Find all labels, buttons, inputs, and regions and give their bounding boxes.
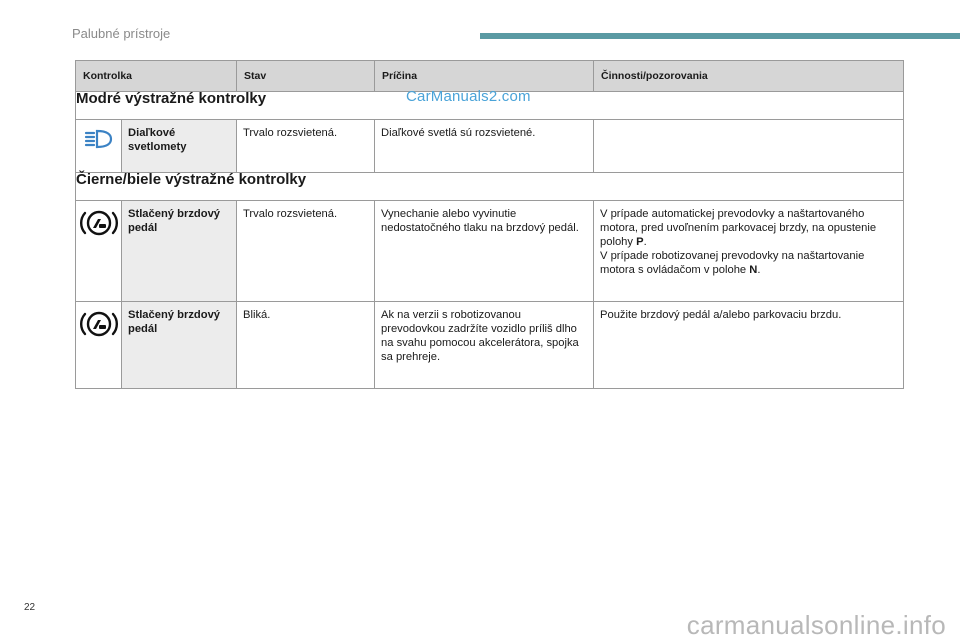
action-text: V prípade automatickej prevodovky a naštartovaného motora, pred uvoľnením parkovacej brzdy, na opustenie polohy — [600, 208, 877, 248]
column-header-cinnosti: Činnosti/pozorovania — [594, 61, 904, 92]
light-action — [594, 120, 904, 173]
section-title: Čierne/biele výstražné kontrolky — [76, 173, 904, 201]
light-name: Diaľkové svetlomety — [122, 120, 237, 173]
action-text: V prípade robotizovanej prevodovky na naštartovanie motora s ovládačom v polohe — [600, 250, 865, 276]
light-action: Použite brzdový pedál a/alebo parkovaciu brzdu. — [594, 302, 904, 389]
icon-cell — [76, 302, 122, 389]
action-text: . — [757, 264, 761, 276]
table-row — [76, 302, 904, 389]
light-name: Stlačený brzdový pedál — [122, 302, 237, 389]
header-accent-bar — [480, 33, 960, 39]
column-header-stav: Stav — [237, 61, 375, 92]
light-state: Bliká. — [237, 302, 375, 389]
column-header-pricina: Príčina — [375, 61, 594, 92]
page-header-title: Palubné prístroje — [72, 26, 171, 41]
footer-watermark: carmanualsonline.info — [686, 610, 946, 640]
icon-cell — [76, 201, 122, 302]
table-row — [76, 120, 904, 173]
gear-position-n: N — [749, 264, 758, 276]
brake-pedal-icon — [79, 331, 119, 343]
brake-pedal-icon — [79, 230, 119, 242]
light-state: Trvalo rozsvietená. — [237, 120, 375, 173]
light-action — [594, 201, 904, 302]
table-row — [76, 201, 904, 302]
light-cause: Vynechanie alebo vyvinutie nedostatočného tlaku na brzdový pedál. — [375, 201, 594, 302]
gear-position-p: P — [636, 236, 644, 248]
page-number: 22 — [24, 602, 36, 613]
column-header-kontrolka: Kontrolka — [76, 61, 237, 92]
table-header-row — [76, 61, 904, 92]
high-beam-icon — [82, 143, 116, 155]
warning-lights-table — [75, 60, 904, 389]
light-cause: Ak na verzii s robotizovanou prevodovkou zadržíte vozidlo príliš dlho na svahu pomocou akcelerátora, spojka sa prehreje. — [375, 302, 594, 389]
light-cause: Diaľkové svetlá sú rozsvietené. — [375, 120, 594, 173]
action-text: . — [643, 236, 647, 248]
light-state: Trvalo rozsvietená. — [237, 201, 375, 302]
watermark-link[interactable]: CarManuals2.com — [406, 88, 531, 105]
section-title: Modré výstražné kontrolky — [76, 92, 904, 120]
light-name: Stlačený brzdový pedál — [122, 201, 237, 302]
section-row-black-white — [76, 173, 904, 201]
icon-cell — [76, 120, 122, 173]
